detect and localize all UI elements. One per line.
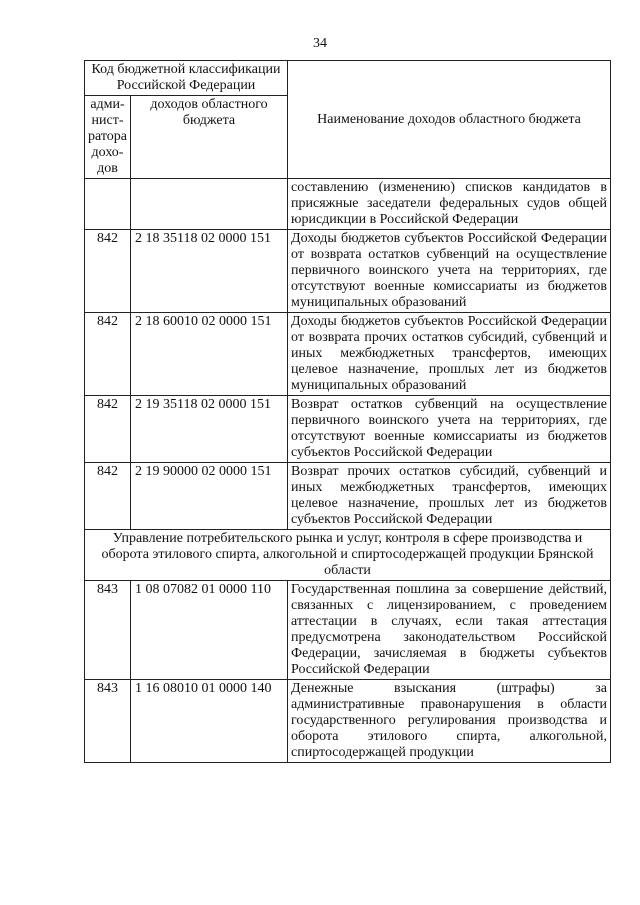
budget-classification-table — [84, 60, 611, 763]
table-row — [85, 396, 611, 463]
income-name-cell: Государственная пошлина за совершение действий, связанных с лицензированием, с проведением аттестации в случаях, если такая аттестация предусмотрена законодательством Российской Федерации, зачисляемая в бюджеты субъектов Российской Федерации — [288, 581, 611, 680]
table-row — [85, 463, 611, 530]
admin-code-cell: 842 — [85, 313, 131, 396]
table-row — [85, 680, 611, 763]
income-code-cell — [131, 179, 288, 230]
admin-code-cell: 843 — [85, 581, 131, 680]
income-code-cell: 1 16 08010 01 0000 140 — [131, 680, 288, 763]
section-title: Управление потребительского рынка и услуг, контроля в сфере производства и оборота этилового спирта, алкогольной и спиртосодержащей продукции Брянской области — [85, 530, 611, 581]
income-code-cell: 1 08 07082 01 0000 110 — [131, 581, 288, 680]
income-code-cell: 2 18 60010 02 0000 151 — [131, 313, 288, 396]
table-row — [85, 581, 611, 680]
header-budget-code-group: Код бюджетной классификации Российской Федерации — [85, 61, 288, 96]
income-code-cell: 2 19 90000 02 0000 151 — [131, 463, 288, 530]
income-name-cell: Доходы бюджетов субъектов Российской Федерации от возврата остатков субвенций на осуществление первичного воинского учета на территориях, где отсутствуют военные комиссариаты из бюджетов муниципальных образований — [288, 230, 611, 313]
table-row — [85, 179, 611, 230]
page-number: 34 — [313, 36, 327, 51]
header-name: Наименование доходов областного бюджета — [288, 61, 611, 179]
header-administrator: адми-нист-ратора дохо-дов — [85, 96, 131, 179]
admin-code-cell: 842 — [85, 396, 131, 463]
income-name-cell: составлению (изменению) списков кандидатов в присяжные заседатели федеральных судов общей юрисдикции в Российской Федерации — [288, 179, 611, 230]
section-header-row — [85, 530, 611, 581]
admin-code-cell — [85, 179, 131, 230]
income-name-cell: Возврат остатков субвенций на осуществление первичного воинского учета на территориях, где отсутствуют военные комиссариаты из бюджетов субъектов Российской Федерации — [288, 396, 611, 463]
income-name-cell: Возврат прочих остатков субсидий, субвенций и иных межбюджетных трансфертов, имеющих целевое назначение, прошлых лет из бюджетов субъектов Российской Федерации — [288, 463, 611, 530]
income-code-cell: 2 19 35118 02 0000 151 — [131, 396, 288, 463]
header-income: доходов областного бюджета — [131, 96, 288, 179]
table-row — [85, 230, 611, 313]
table-row — [85, 313, 611, 396]
header-row-1 — [85, 61, 611, 96]
income-name-cell: Доходы бюджетов субъектов Российской Федерации от возврата прочих остатков субсидий, субвенций и иных межбюджетных трансфертов, имеющих целевое назначение, прошлых лет из бюджетов муниципальных образований — [288, 313, 611, 396]
income-name-cell: Денежные взыскания (штрафы) за административные правонарушения в области государственного регулирования производства и оборота этилового спирта, алкогольной, спиртосодержащей продукции — [288, 680, 611, 763]
admin-code-cell: 842 — [85, 230, 131, 313]
admin-code-cell: 842 — [85, 463, 131, 530]
income-code-cell: 2 18 35118 02 0000 151 — [131, 230, 288, 313]
admin-code-cell: 843 — [85, 680, 131, 763]
